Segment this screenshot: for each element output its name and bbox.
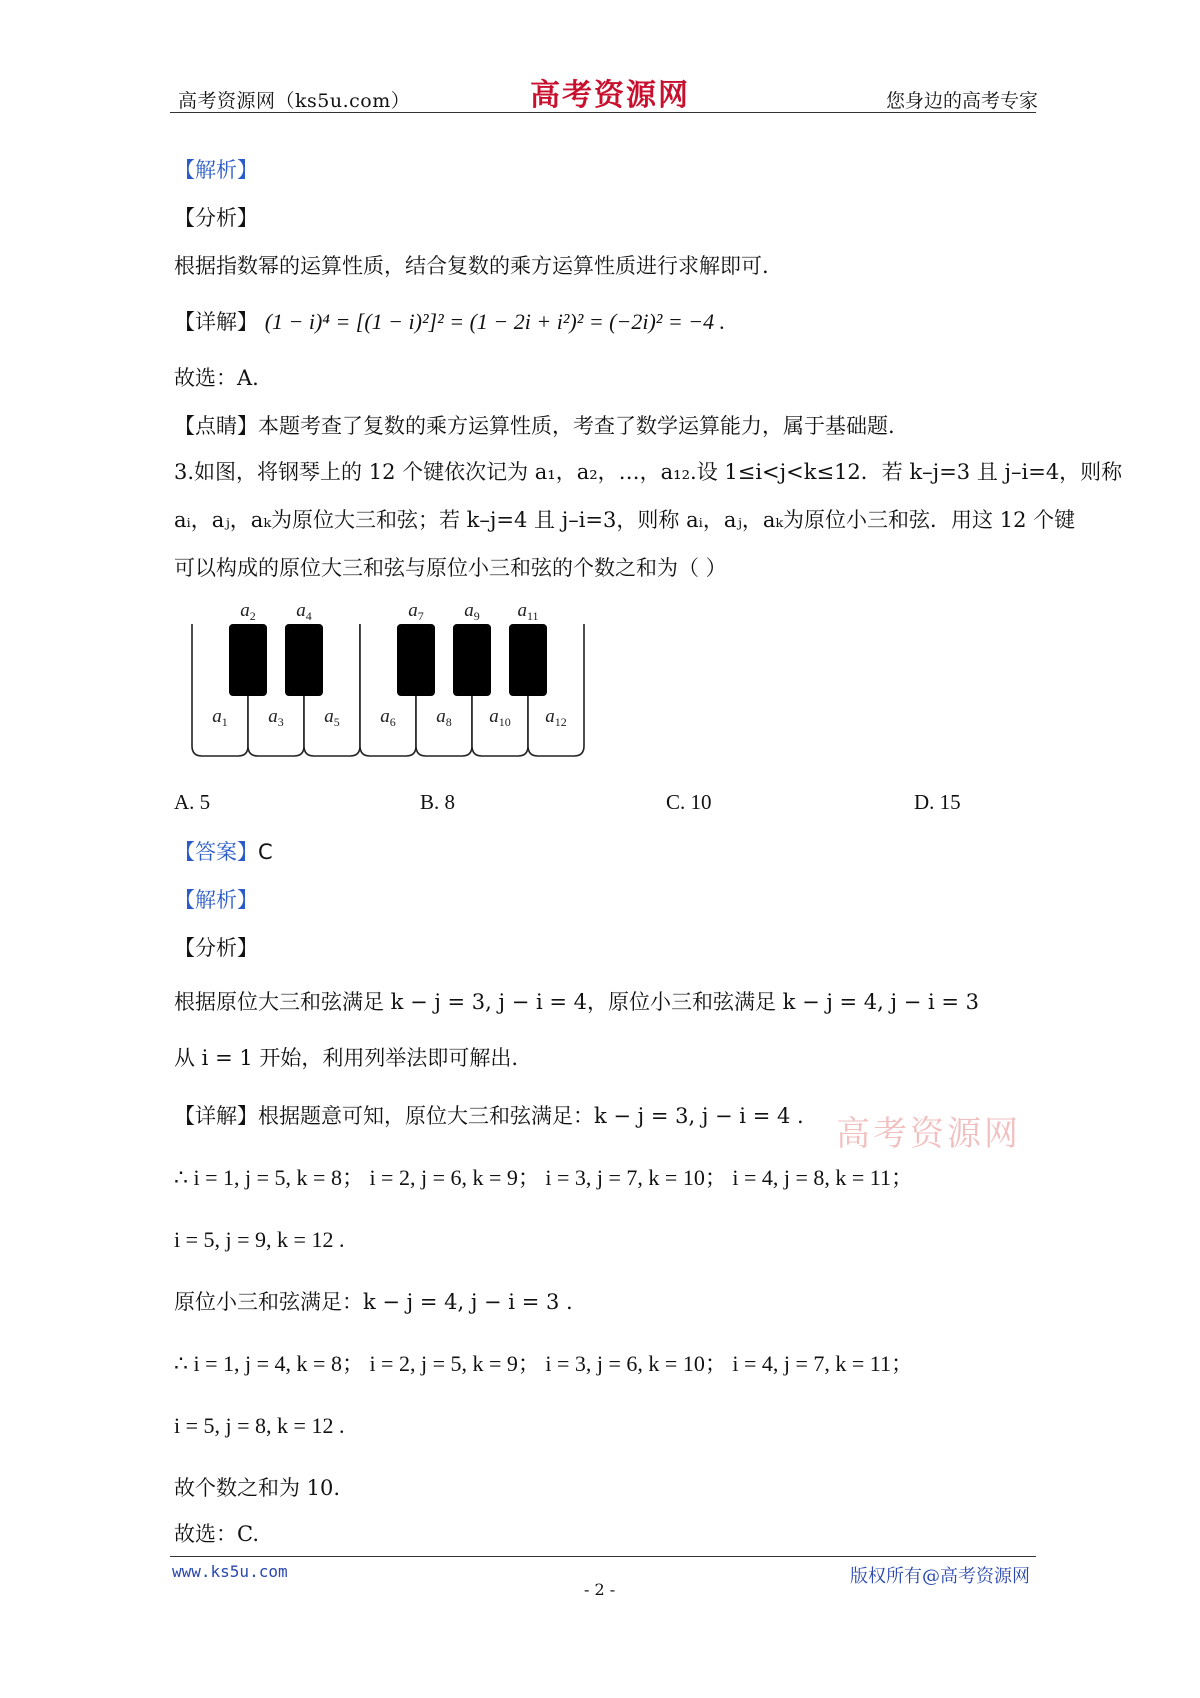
key-label-a12: $a_{12}$ bbox=[545, 706, 567, 729]
page-number: - 2 - bbox=[584, 1580, 616, 1599]
q3-major-line2: i = 5, j = 9, k = 12 . bbox=[174, 1227, 345, 1252]
q3-answer-label: 【答案】 bbox=[174, 840, 258, 864]
q3-stem-line2: aᵢ，aⱼ，aₖ为原位大三和弦；若 k–j=4 且 j–i=3，则称 aᵢ，aⱼ，aₖ为原位小三和弦．用这 12 个键 bbox=[174, 508, 1076, 532]
q3-fenxi-line1: 根据原位大三和弦满足 k − j = 3, j − i = 4，原位小三和弦满足 k − j = 4, j − i = 3 bbox=[174, 990, 979, 1014]
q2-jiexi-label: 【解析】 bbox=[174, 158, 258, 182]
q2-dianjing bbox=[174, 412, 895, 440]
q3-jiexi-label: 【解析】 bbox=[174, 888, 258, 912]
option-b: B. 8 bbox=[420, 790, 456, 814]
footer-website-link[interactable]: www.ks5u.com bbox=[172, 1562, 288, 1581]
footer-copyright: 版权所有@高考资源网 bbox=[850, 1566, 1030, 1587]
q3-guxuan: 故选：C. bbox=[174, 1522, 259, 1546]
key-label-a6: $a_6$ bbox=[380, 706, 396, 729]
header-logo: 高考资源网 bbox=[530, 78, 690, 113]
key-label-a2: $a_2$ bbox=[240, 600, 256, 623]
q3-major-line1: ∴ i = 1, j = 5, k = 8； i = 2, j = 6, k = 9； i = 3, j = 7, k = 10； i = 4, j = 8, k = 11； bbox=[174, 1165, 913, 1190]
q3-stem-line1: 3.如图，将钢琴上的 12 个键依次记为 a₁，a₂，…，a₁₂.设 1≤i<j<k≤12．若 k–j=3 且 j–i=4，则称 bbox=[174, 460, 1123, 484]
q3-answer-value: C bbox=[258, 840, 273, 864]
q2-xiangjie-math: (1 − i)⁴ = [(1 − i)²]² = (1 − 2i + i²)² = (−2i)² = −4 . bbox=[264, 309, 726, 334]
key-label-a5: $a_5$ bbox=[324, 706, 340, 729]
q3-stem-line3: 可以构成的原位大三和弦与原位小三和弦的个数之和为（ ） bbox=[174, 556, 727, 580]
key-label-a9: $a_9$ bbox=[464, 600, 480, 623]
key-label-a7: $a_7$ bbox=[408, 600, 424, 623]
q2-fenxi-label: 【分析】 bbox=[174, 206, 258, 230]
black-key-a11 bbox=[509, 624, 547, 696]
q3-total: 故个数之和为 10. bbox=[174, 1476, 341, 1500]
black-key-a7 bbox=[397, 624, 435, 696]
black-key-a2 bbox=[229, 624, 267, 696]
key-label-a11: $a_{11}$ bbox=[517, 600, 539, 623]
q3-xiangjie-line1: 【详解】根据题意可知，原位大三和弦满足：k − j = 3, j − i = 4 . bbox=[174, 1104, 804, 1128]
header-rule bbox=[170, 112, 1036, 113]
piano-figure bbox=[188, 594, 588, 764]
footer-rule bbox=[170, 1556, 1036, 1557]
q3-answer bbox=[174, 838, 273, 866]
watermark-logo: 高考资源网 bbox=[836, 1114, 1021, 1154]
q3-minor-intro: 原位小三和弦满足：k − j = 4, j − i = 3 . bbox=[174, 1290, 573, 1314]
option-c: C. 10 bbox=[666, 790, 712, 814]
q2-fenxi-text: 根据指数幂的运算性质，结合复数的乘方运算性质进行求解即可. bbox=[174, 254, 769, 278]
q3-minor-line1: ∴ i = 1, j = 4, k = 8； i = 2, j = 5, k = 9； i = 3, j = 6, k = 10； i = 4, j = 7, k = 11； bbox=[174, 1351, 913, 1376]
header-right-text: 您身边的高考专家 bbox=[885, 90, 1038, 112]
key-label-a4: $a_4$ bbox=[296, 600, 312, 623]
header-left-text: 高考资源网（ks5u.com） bbox=[178, 90, 411, 112]
key-label-a8: $a_8$ bbox=[436, 706, 452, 729]
key-label-a1: $a_1$ bbox=[212, 706, 228, 729]
q2-dianjing-label: 【点睛】 bbox=[174, 414, 258, 438]
key-label-a3: $a_3$ bbox=[268, 706, 284, 729]
option-d: D. 15 bbox=[914, 790, 961, 814]
q2-dianjing-text: 本题考查了复数的乘方运算性质，考查了数学运算能力，属于基础题. bbox=[258, 414, 895, 438]
q3-minor-line2: i = 5, j = 8, k = 12 . bbox=[174, 1413, 345, 1438]
q3-fenxi-line2: 从 i = 1 开始，利用列举法即可解出. bbox=[174, 1046, 519, 1070]
q3-fenxi-label: 【分析】 bbox=[174, 936, 258, 960]
black-key-a9 bbox=[453, 624, 491, 696]
option-a: A. 5 bbox=[174, 790, 211, 814]
black-key-a4 bbox=[285, 624, 323, 696]
q2-xiangjie-label: 【详解】 bbox=[174, 310, 258, 334]
q2-guxuan: 故选：A. bbox=[174, 366, 259, 390]
key-label-a10: $a_{10}$ bbox=[489, 706, 511, 729]
q2-xiangjie bbox=[174, 308, 725, 336]
